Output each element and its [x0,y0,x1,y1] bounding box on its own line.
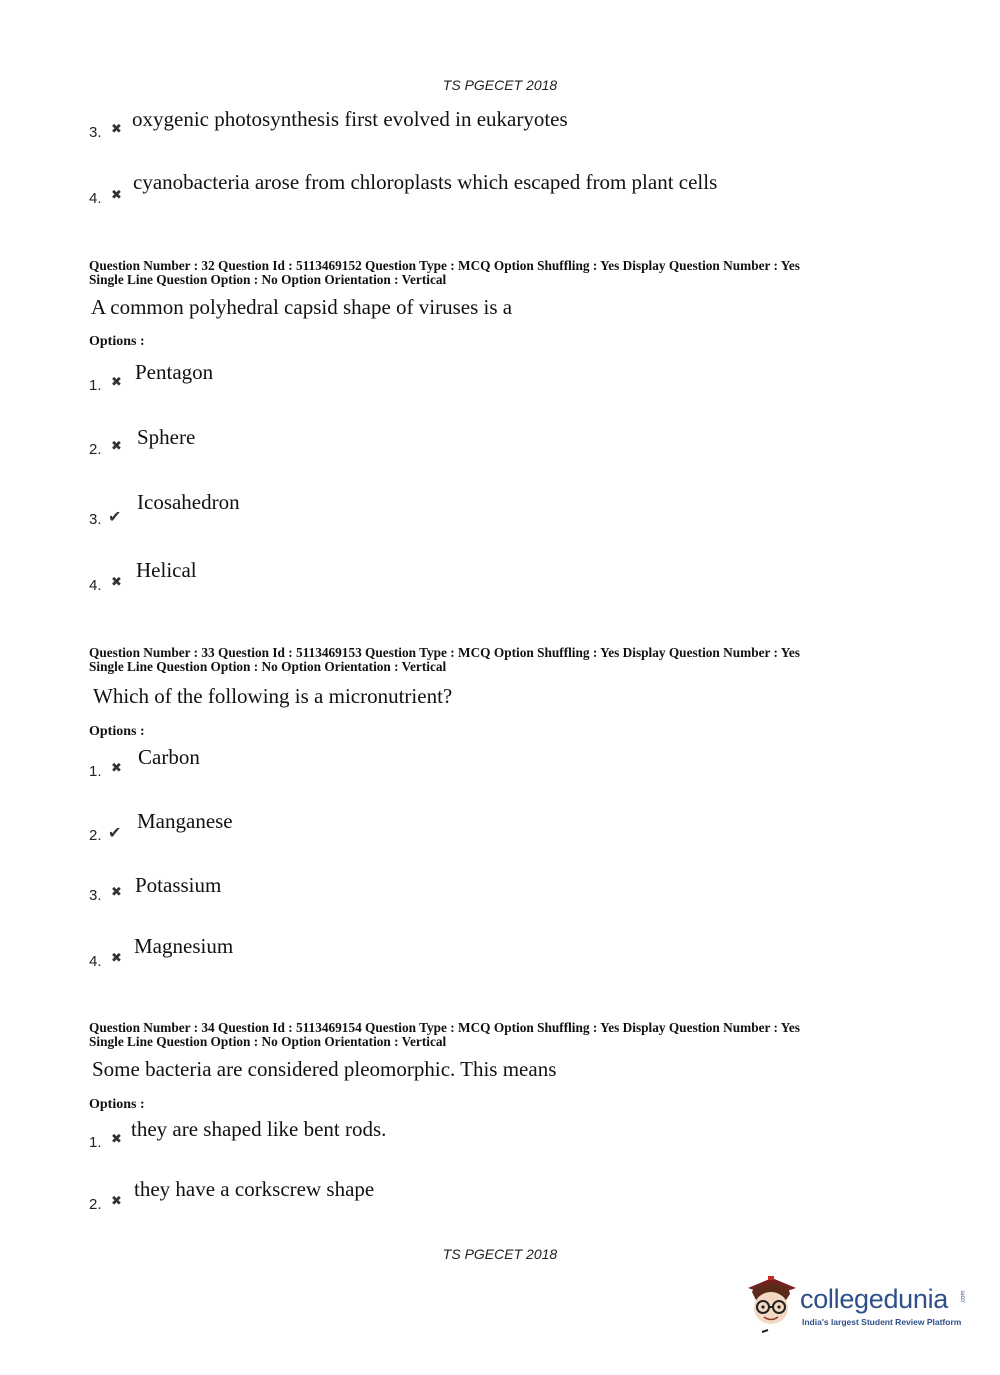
question-meta-line: Single Line Question Option : No Option Orientation : Vertical [89,1034,447,1049]
options-label: Options : [89,334,145,349]
question-meta-line: Question Number : 32 Question Id : 5113469152 Question Type : MCQ Option Shuffling : Yes Display Question Number : Yes [89,258,800,273]
logo-tagline: India's largest Student Review Platform [802,1317,962,1327]
option-number: 2. [89,441,102,458]
option-number: 1. [89,763,102,780]
option-number: 3. [89,124,102,141]
option-text: they are shaped like bent rods. [131,1117,387,1141]
cross-icon: ✖ [111,1131,122,1146]
question-text: A common polyhedral capsid shape of viruses is a [91,295,513,319]
question-meta-line: Question Number : 33 Question Id : 5113469153 Question Type : MCQ Option Shuffling : Yes Display Question Number : Yes [89,645,800,660]
question-meta [89,646,969,674]
option-number: 4. [89,190,102,207]
question-text: Which of the following is a micronutrient? [93,684,453,708]
option-text: Pentagon [135,360,214,384]
cross-icon: ✖ [111,760,122,775]
cross-icon: ✖ [111,574,122,589]
question-text: Some bacteria are considered pleomorphic. This means [92,1057,557,1081]
question-meta [89,1021,969,1049]
question-meta-line: Question Number : 34 Question Id : 5113469154 Question Type : MCQ Option Shuffling : Yes Display Question Number : Yes [89,1020,800,1035]
question-meta-line: Single Line Question Option : No Option Orientation : Vertical [89,659,447,674]
cross-icon: ✖ [111,884,122,899]
mascot-icon [742,1270,802,1340]
option-number: 2. [89,1196,102,1213]
cross-icon: ✖ [111,374,122,389]
collegedunia-logo [742,1270,972,1340]
cross-icon: ✖ [111,121,122,136]
option-number: 1. [89,377,102,394]
option-text: Potassium [135,873,222,897]
logo-wordmark: collegedunia [800,1284,949,1314]
option-text: Sphere [137,425,196,449]
check-icon: ✔ [108,825,122,842]
option-number: 4. [89,953,102,970]
option-number: 3. [89,511,102,528]
cross-icon: ✖ [111,438,122,453]
option-number: 4. [89,577,102,594]
question-meta-line: Single Line Question Option : No Option Orientation : Vertical [89,272,447,287]
option-text: Magnesium [134,934,234,958]
option-text: they have a corkscrew shape [134,1177,375,1201]
cross-icon: ✖ [111,187,122,202]
question-meta [89,259,969,287]
option-text: oxygenic photosynthesis first evolved in eukaryotes [132,107,568,131]
option-text: cyanobacteria arose from chloroplasts which escaped from plant cells [133,170,718,194]
option-number: 3. [89,887,102,904]
option-text: Icosahedron [137,490,240,514]
options-label: Options : [89,1097,145,1112]
option-number: 2. [89,827,102,844]
options-label: Options : [89,724,145,739]
page-footer: TS PGECET 2018 [442,1246,558,1262]
option-number: 1. [89,1134,102,1151]
option-text: Helical [136,558,197,582]
option-text: Manganese [137,809,233,833]
page-header: TS PGECET 2018 [442,77,558,93]
option-text: Carbon [138,745,200,769]
cross-icon: ✖ [111,1193,122,1208]
check-icon: ✔ [108,509,122,526]
logo-dotcom: .com [960,1290,967,1304]
cross-icon: ✖ [111,950,122,965]
